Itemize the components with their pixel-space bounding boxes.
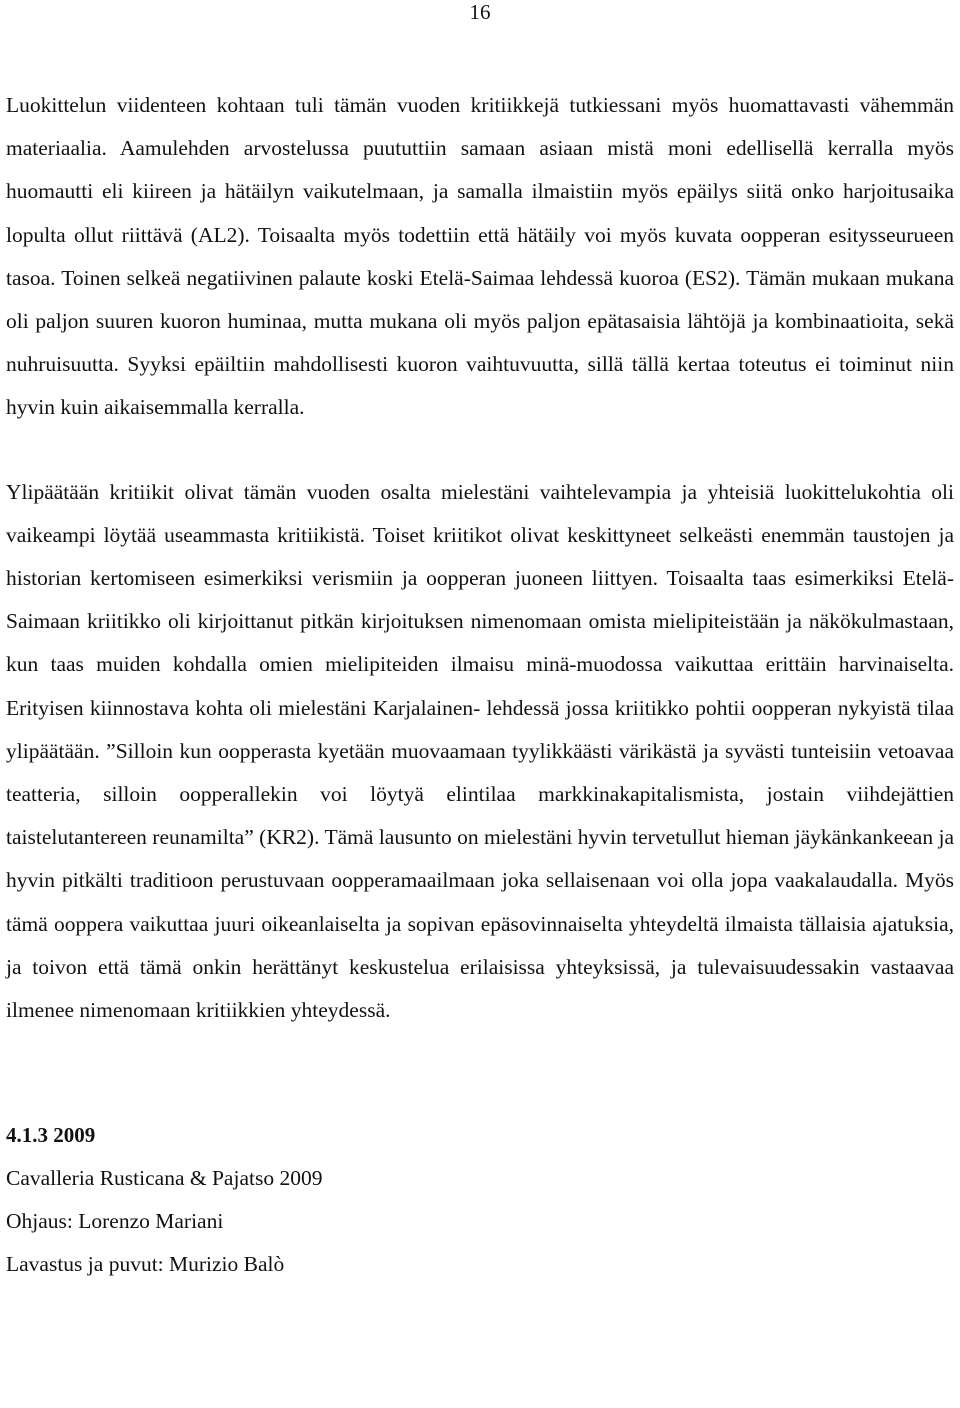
production-title: Cavalleria Rusticana & Pajatso 2009	[6, 1166, 323, 1191]
set-costume-line: Lavastus ja puvut: Murizio Balò	[6, 1252, 285, 1277]
section-2009	[6, 1114, 954, 1286]
body-paragraph-1: Luokittelun viidenteen kohtaan tuli tämän vuoden kritiikkejä tutkiessani myös huomattavasti vähemmän materiaalia. Aamulehden arvostelussa puututtiin samaan asiaan mistä moni edellisellä kerralla myös huomautti eli kiireen ja hätäilyn vaikutelmaan, ja samalla ilmaistiin myös epäilys siitä onko harjoitusaika lopulta ollut riittävä (AL2). Toisaalta myös todettiin että hätäily voi myös kuvata oopperan esitysseurueen tasoa. Toinen selkeä negatiivinen palaute koski Etelä-Saimaa lehdessä kuoroa (ES2). Tämän mukaan mukana oli paljon suuren kuoron huminaa, mutta mukana oli myös paljon epätasaisia lähtöjä ja kombinaatioita, sekä nuhruisuutta. Syyksi epäiltiin mahdollisesti kuoron vaihtuvuutta, sillä tällä kertaa toteutus ei toiminut niin hyvin kuin aikaisemmalla kerralla.	[6, 93, 954, 420]
director-line: Ohjaus: Lorenzo Mariani	[6, 1209, 224, 1234]
body-paragraph-2: Ylipäätään kritiikit olivat tämän vuoden osalta mielestäni vaihtelevampia ja yhteisiä luokittelukohtia oli vaikeampi löytää useammasta kritiikistä. Toiset kriitikot olivat keskittyneet selkeästi enemmän taustojen ja historian kertomiseen esimerkiksi verismiin ja oopperan juoneen liittyen. Toisaalta taas esimerkiksi Etelä-Saimaan kriitikko oli kirjoittanut pitkän kirjoituksen nimenomaan omista mielipiteistään ja näkökulmastaan, kun taas muiden kohdalla omien mielipiteiden ilmaisu minä-muodossa vaikuttaa erittäin harvinaiselta. Erityisen kiinnostava kohta oli mielestäni Karjalainen- lehdessä jossa kriitikko pohtii oopperan nykyistä tilaa ylipäätään. ”Silloin kun oopperasta kyetään muovaamaan tyylikkäästi värikästä ja syvästi tunteisiin vetoavaa teatteria, silloin oopperallekin voi löytyä elintilaa markkinakapitalismista, jostain viihdejättien taistelutantereen reunamilta” (KR2). Tämä lausunto on mielestäni hyvin tervetullut hieman jäykänkankeean ja hyvin pitkälti traditioon perustuvaan oopperamaailmaan joka sellaisenaan voi olla jopa vaakalaudalla. Myös tämä ooppera vaikuttaa juuri oikeanlaiselta ja sopivan epäsovinnaiselta yhteydeltä ilmaista tällaisia ajatuksia, ja toivon että tämä onkin herättänyt keskustelua erilaisissa yhteyksissä, ja tulevaisuudessakin vastaavaa ilmenee nimenomaan kritiikkien yhteydessä.	[6, 479, 954, 1023]
page-number: 16	[469, 0, 491, 24]
section-heading: 4.1.3 2009	[6, 1123, 96, 1148]
document-body	[6, 84, 954, 1286]
